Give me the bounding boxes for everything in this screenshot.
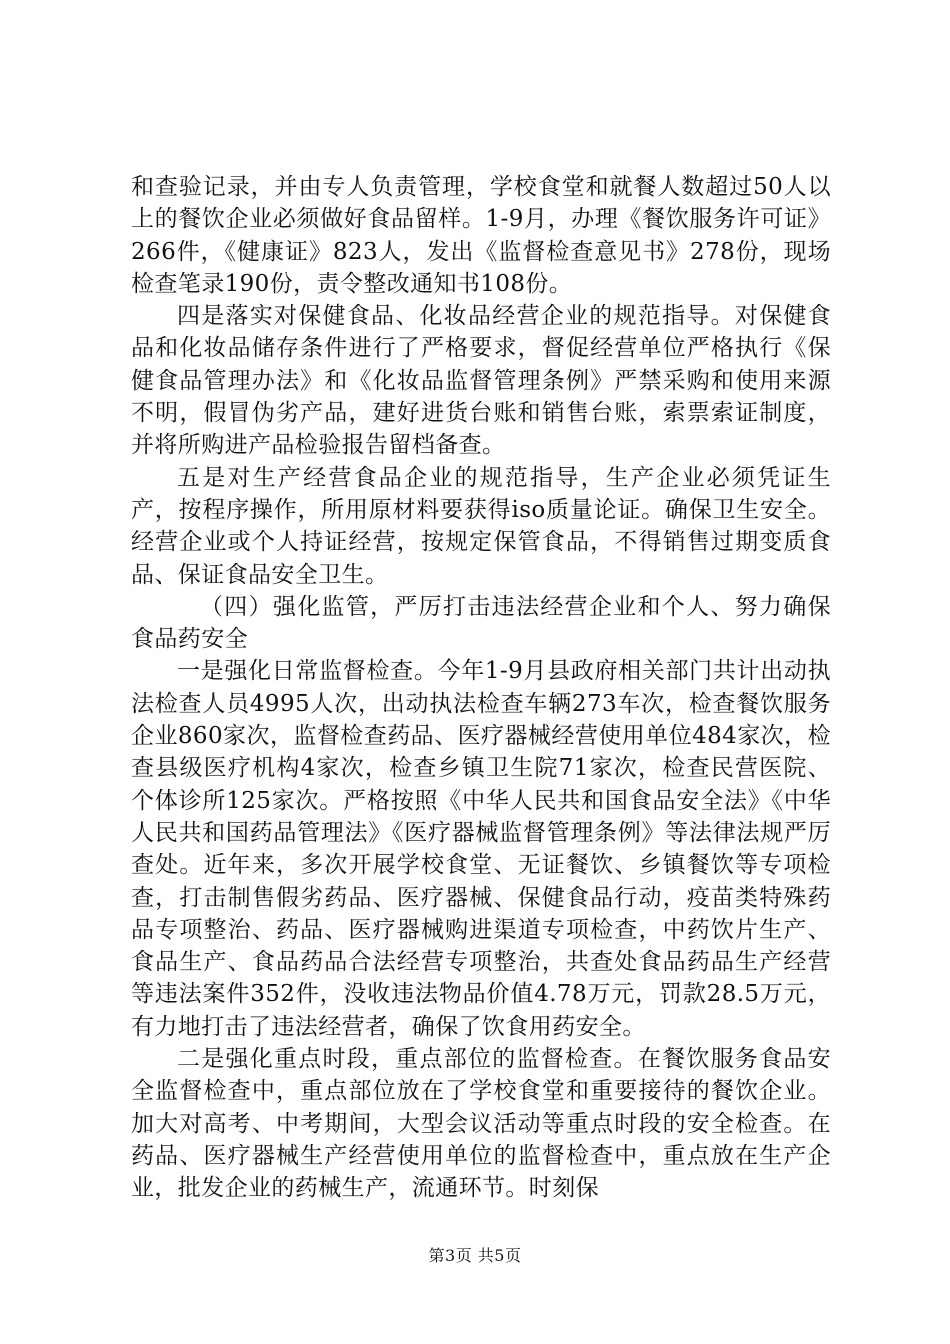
paragraph-food-enterprise-guidance: 五是对生产经营食品企业的规范指导，生产企业必须凭证生产，按程序操作，所用原材料要获得iso质量论证。确保卫生安全。经营企业或个人持证经营，按规定保管食品，不得销售过期变质食品、保证食品安全卫生。 bbox=[131, 464, 831, 588]
paragraph-daily-inspection: 一是强化日常监督检查。今年1-9月县政府相关部门共计出动执法检查人员4995人次，出动执法检查车辆273车次，检查餐饮服务企业860家次，监督检查药品、医疗器械经营使用单位484家次，检查县级医疗机构4家次，检查乡镇卫生院71家次，检查民营医院、个体诊所125家次。严格按照《中华人民共和国食品安全法》《中华人民共和国药品管理法》《医疗器械监督管理条例》等法律法规严厉查处。近年来，多次开展学校食堂、无证餐饮、乡镇餐饮等专项检查，打击制售假劣药品、医疗器械、保健食品行动，疫苗类特殊药品专项整治、药品、医疗器械购进渠道专项检查，中药饮片生产、食品生产、食品药品合法经营专项整治，共查处食品药品生产经营等违法案件352件，没收违法物品价值4.78万元，罚款28.5万元，有力地打击了违法经营者，确保了饮食用药安全。 bbox=[131, 658, 831, 1040]
section-heading: （四）强化监管，严厉打击违法经营企业和个人、努力确保食品药安全 bbox=[131, 593, 831, 653]
page-footer: 第3页 共5页 bbox=[428, 1246, 522, 1265]
body-text bbox=[131, 171, 831, 1205]
paragraph-continuation: 和查验记录，并由专人负责管理，学校食堂和就餐人数超过50人以上的餐饮企业必须做好食品留样。1-9月，办理《餐饮服务许可证》266件，《健康证》823人，发出《监督检查意见书》278份，现场检查笔录190份，责令整改通知书108份。 bbox=[131, 174, 831, 297]
paragraph-health-food-guidance: 四是落实对保健食品、化妆品经营企业的规范指导。对保健食品和化妆品储存条件进行了严格要求，督促经营单位严格执行《保健食品管理办法》和《化妆品监督管理条例》严禁采购和使用来源不明，假冒伪劣产品，建好进货台账和销售台账，索票索证制度，并将所购进产品检验报告留档备查。 bbox=[131, 303, 831, 459]
paragraph-key-period-inspection: 二是强化重点时段，重点部位的监督检查。在餐饮服务食品安全监督检查中，重点部位放在了学校食堂和重要接待的餐饮企业。加大对高考、中考期间，大型会议活动等重点时段的安全检查。在药品、医疗器械生产经营使用单位的监督检查中，重点放在生产企业，批发企业的药械生产，流通环节。时刻保 bbox=[131, 1046, 831, 1202]
